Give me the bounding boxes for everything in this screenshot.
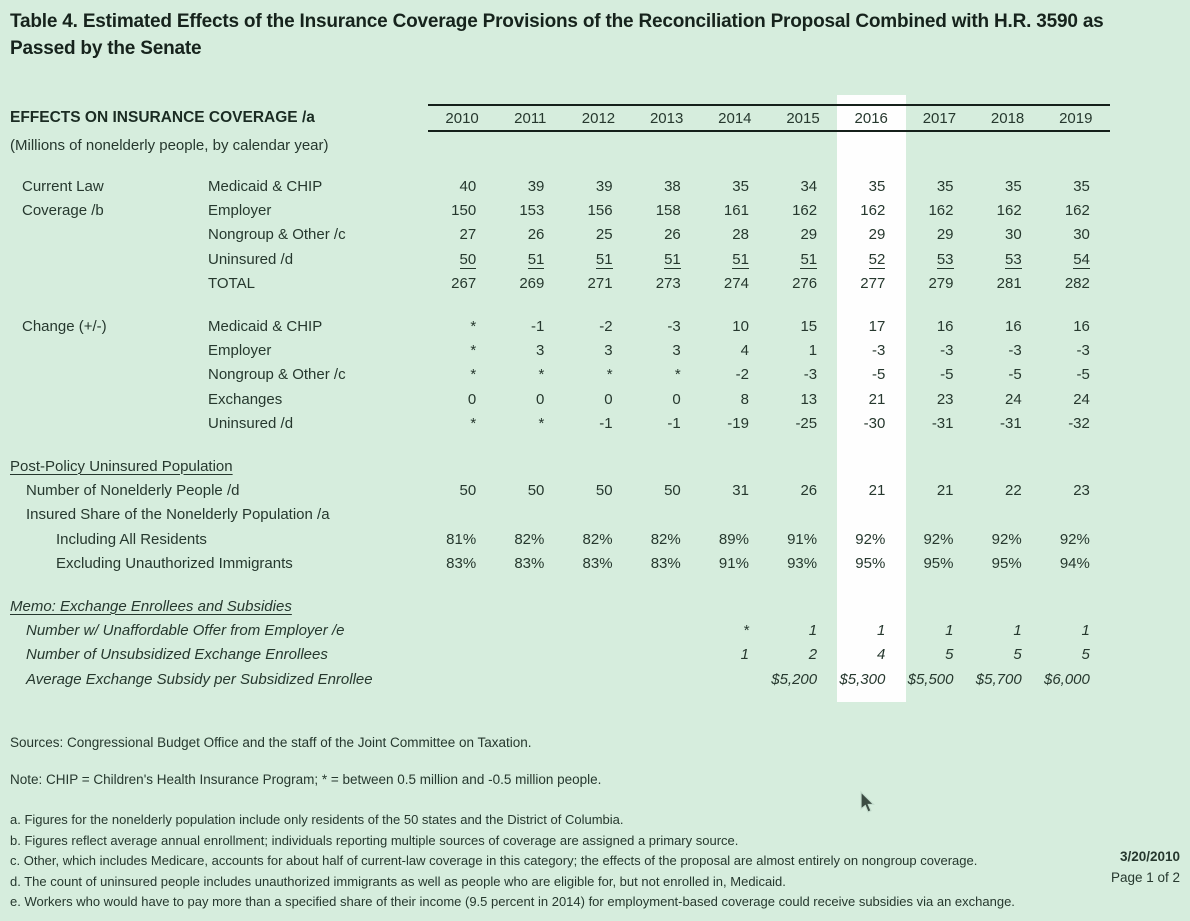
value-cell: 91% <box>718 555 749 573</box>
value-cell: 94% <box>1059 555 1090 573</box>
value-cell: 15 <box>800 317 818 335</box>
value-cell: 282 <box>1064 275 1090 293</box>
underlined-value: 51 <box>732 250 749 268</box>
value-cell: 276 <box>792 275 818 293</box>
year-label: 2011 <box>514 109 547 127</box>
table-row <box>10 338 1110 362</box>
value-cell <box>701 251 769 268</box>
row-group-label: Current Law <box>22 177 104 195</box>
table-body <box>10 174 1110 691</box>
value-cell: -32 <box>1068 415 1090 433</box>
date-label: 3/20/2010 <box>1119 849 1180 864</box>
section-heading-row <box>10 594 1110 618</box>
value-cell: 277 <box>860 275 886 293</box>
value-cell: 0 <box>536 390 545 408</box>
value-cell: * <box>538 366 545 384</box>
value-cell: 83% <box>582 555 613 573</box>
row-label: Excluding Unauthorized Immigrants <box>56 555 293 573</box>
value-cell: 162 <box>792 202 818 220</box>
value-cell: $5,200 <box>771 670 818 688</box>
row-label: Number w/ Unaffordable Offer from Employer /e <box>26 621 345 639</box>
value-cell: 153 <box>519 202 545 220</box>
table-row <box>10 198 1110 222</box>
value-cell: 269 <box>519 275 545 293</box>
value-cell: 83% <box>446 555 477 573</box>
value-cell: 13 <box>800 390 818 408</box>
value-cell <box>905 251 973 268</box>
value-cell: 28 <box>732 226 749 244</box>
value-cell: 5 <box>1081 646 1090 664</box>
value-cell: 17 <box>868 317 886 335</box>
value-cell: 158 <box>655 202 681 220</box>
value-cell: 29 <box>800 226 818 244</box>
value-cell: 21 <box>868 481 886 499</box>
value-cell: 35 <box>936 177 954 195</box>
value-cell: -3 <box>1008 342 1022 360</box>
value-cell: 8 <box>740 390 749 408</box>
value-cell: -2 <box>735 366 749 384</box>
value-cell: -31 <box>931 415 954 433</box>
row-label: Number of Unsubsidized Exchange Enrollees <box>26 646 328 664</box>
value-cell: 279 <box>928 275 954 293</box>
table-row <box>10 387 1110 411</box>
table-section <box>10 594 1110 692</box>
table-row <box>10 223 1110 247</box>
table-header-label: EFFECTS ON INSURANCE COVERAGE /a <box>10 109 315 126</box>
value-cell: 156 <box>587 202 613 220</box>
row-label: Average Exchange Subsidy per Subsidized Enrollee <box>26 670 373 688</box>
value-cell: -5 <box>1008 366 1022 384</box>
value-cell: 95% <box>855 555 886 573</box>
table-row <box>10 527 1110 551</box>
value-cell: * <box>606 366 613 384</box>
value-cell: 34 <box>800 177 818 195</box>
row-label: Employer <box>208 202 272 220</box>
table-row <box>10 551 1110 575</box>
value-cell: 50 <box>664 481 681 499</box>
value-cell: 81% <box>446 530 477 548</box>
value-cell: 16 <box>1073 317 1090 335</box>
note-line: Note: CHIP = Children's Health Insurance Program; * = between 0.5 million and -0.5 million people. <box>10 772 602 787</box>
footnote-line: c. Other, which includes Medicare, accounts for about half of current-law coverage in this category; the effects of the proposal are almost entirely on nongroup coverage. <box>10 853 978 869</box>
row-label: Exchanges <box>208 390 283 408</box>
value-cell: 29 <box>868 226 886 244</box>
value-cell: 50 <box>527 481 545 499</box>
section-heading-text: Memo: Exchange Enrollees and Subsidies <box>10 597 292 615</box>
value-cell: * <box>470 415 477 433</box>
section-heading <box>10 598 428 615</box>
year-label: 2016 <box>854 109 888 127</box>
value-cell: * <box>743 621 749 639</box>
value-cell: 23 <box>1073 481 1090 499</box>
page-label: Page 1 of 2 <box>1110 869 1180 885</box>
footnote-line: d. The count of uninsured people includes unauthorized immigrants as well as people who are eligible for, but not enrolled in, Medicaid. <box>10 873 786 889</box>
value-cell: 5 <box>945 646 954 664</box>
date-block <box>1111 847 1180 888</box>
underlined-value: 53 <box>1005 250 1022 268</box>
value-cell: 35 <box>732 177 749 195</box>
value-cell: 271 <box>587 275 613 293</box>
value-cell: 281 <box>996 275 1022 293</box>
row-label: Medicaid & CHIP <box>208 317 323 335</box>
value-cell: 273 <box>655 275 681 293</box>
section-heading <box>10 458 428 475</box>
value-cell: 29 <box>936 226 954 244</box>
value-cell: 0 <box>604 390 613 408</box>
row-label: Insured Share of the Nonelderly Population /a <box>26 506 330 524</box>
value-cell <box>837 251 905 268</box>
value-cell: -31 <box>1000 415 1022 433</box>
value-cell: -1 <box>599 415 613 433</box>
value-cell: 26 <box>527 226 545 244</box>
value-cell: 31 <box>732 481 749 499</box>
year-label: 2018 <box>990 109 1025 127</box>
value-cell: 1 <box>1013 621 1022 639</box>
value-cell: 162 <box>996 202 1022 220</box>
value-cell: 3 <box>604 342 613 360</box>
value-cell: 89% <box>718 530 749 548</box>
value-cell: -1 <box>531 317 545 335</box>
value-cell: 92% <box>855 530 886 548</box>
value-cell: -1 <box>667 415 681 433</box>
value-cell: -30 <box>863 415 886 433</box>
value-cell: 21 <box>868 390 886 408</box>
value-cell: 82% <box>650 530 681 548</box>
underlined-value: 52 <box>868 250 886 268</box>
row-label: Uninsured /d <box>208 250 294 268</box>
row-label: TOTAL <box>208 275 255 293</box>
value-cell: 1 <box>740 646 749 664</box>
value-cell <box>496 251 564 268</box>
footnote-line: b. Figures reflect average annual enrollment; individuals reporting multiple sources of coverage are assigned a primary source. <box>10 832 739 848</box>
value-cell: 4 <box>740 342 749 360</box>
value-cell: 40 <box>459 177 477 195</box>
value-cell: 267 <box>451 275 477 293</box>
value-cell: -25 <box>795 415 818 433</box>
table-title: Table 4. Estimated Effects of the Insurance Coverage Provisions of the Reconciliation Proposal Combined with H.R. 3590 as Passed by the Senate <box>10 11 1104 59</box>
year-label: 2013 <box>649 109 684 127</box>
value-cell: * <box>470 317 477 335</box>
value-cell: 16 <box>1005 317 1022 335</box>
value-cell: -2 <box>599 317 613 335</box>
value-cell: 92% <box>1059 530 1090 548</box>
value-cell: 161 <box>723 202 749 220</box>
row-label: Uninsured /d <box>208 415 294 433</box>
table-row <box>10 667 1110 691</box>
value-cell: -5 <box>871 366 886 384</box>
footnote-line: e. Workers who would have to pay more than a specified share of their income (9.5 percent in 2014) for employment-based coverage could receive subsidies via an exchange. <box>10 894 1015 910</box>
year-label: 2017 <box>922 109 957 127</box>
row-label: Number of Nonelderly People /d <box>26 481 240 499</box>
row-group-label: Coverage /b <box>22 202 104 220</box>
value-cell: 1 <box>808 342 818 360</box>
sources-line: Sources: Congressional Budget Office and the staff of the Joint Committee on Taxation. <box>10 735 532 750</box>
years-row <box>428 104 1110 132</box>
year-label: 2014 <box>718 109 752 127</box>
value-cell: 27 <box>459 226 477 244</box>
value-cell: 50 <box>459 481 477 499</box>
value-cell: 93% <box>787 555 818 573</box>
value-cell: 82% <box>582 530 613 548</box>
underlined-value: 51 <box>800 250 818 268</box>
value-cell: 0 <box>467 390 477 408</box>
value-cell <box>564 251 632 268</box>
value-cell: 35 <box>1005 177 1022 195</box>
value-cell: -19 <box>727 415 749 433</box>
value-cell: 24 <box>1005 390 1022 408</box>
value-cell: 3 <box>536 342 545 360</box>
value-cell: 3 <box>672 342 681 360</box>
value-cell: 4 <box>876 646 886 664</box>
value-cell: 92% <box>991 530 1022 548</box>
value-cell: 25 <box>595 226 613 244</box>
value-cell: 16 <box>936 317 954 335</box>
value-cell: 82% <box>514 530 545 548</box>
underlined-value: 54 <box>1073 250 1090 268</box>
table-row <box>10 247 1110 271</box>
year-label: 2015 <box>786 109 820 127</box>
value-cell: 22 <box>1005 481 1022 499</box>
section-heading-row <box>10 454 1110 478</box>
row-label: Nongroup & Other /c <box>208 226 346 244</box>
year-label: 2010 <box>445 109 479 127</box>
value-cell: 23 <box>936 390 954 408</box>
value-cell: 91% <box>787 530 818 548</box>
row-group-label: Change (+/-) <box>22 317 107 335</box>
value-cell: 83% <box>650 555 681 573</box>
value-cell <box>428 251 496 268</box>
value-cell: 50 <box>595 481 613 499</box>
value-cell <box>769 251 837 268</box>
value-cell: * <box>538 415 545 433</box>
value-cell: -3 <box>940 342 954 360</box>
value-cell: 83% <box>514 555 545 573</box>
table-row <box>10 363 1110 387</box>
year-label: 2012 <box>581 109 616 127</box>
value-cell: 30 <box>1005 226 1022 244</box>
value-cell <box>633 251 701 268</box>
value-cell: 2 <box>808 646 818 664</box>
value-cell: 26 <box>800 481 818 499</box>
underlined-value: 51 <box>595 250 613 268</box>
value-cell: 30 <box>1073 226 1090 244</box>
underlined-value: 51 <box>527 250 545 268</box>
value-cell: * <box>470 366 477 384</box>
row-label: Medicaid & CHIP <box>208 177 323 195</box>
value-cell: -5 <box>1076 366 1090 384</box>
table-section <box>10 454 1110 576</box>
coverage-table <box>10 104 1110 709</box>
value-cell: 0 <box>672 390 681 408</box>
value-cell: 39 <box>595 177 613 195</box>
value-cell: $6,000 <box>1043 670 1090 688</box>
footnote-line: a. Figures for the nonelderly population include only residents of the 50 states and the District of Columbia. <box>10 812 624 827</box>
value-cell: 1 <box>945 621 954 639</box>
table-section <box>10 314 1110 436</box>
value-cell: 1 <box>876 621 886 639</box>
value-cell: * <box>674 366 681 384</box>
table-row <box>10 503 1110 527</box>
value-cell: -3 <box>803 366 818 384</box>
value-cell: $5,300 <box>839 670 886 688</box>
value-cell: 35 <box>868 177 886 195</box>
value-cell: 35 <box>1073 177 1090 195</box>
value-cell: 5 <box>1013 646 1022 664</box>
table-row <box>10 412 1110 436</box>
value-cell: 39 <box>527 177 545 195</box>
table-row <box>10 314 1110 338</box>
value-cell <box>974 251 1042 268</box>
row-label: Employer <box>208 342 272 360</box>
value-cell: 26 <box>664 226 681 244</box>
value-cell: 10 <box>732 317 749 335</box>
mouse-cursor-icon <box>856 790 876 816</box>
underlined-value: 51 <box>664 250 681 268</box>
table-row <box>10 618 1110 642</box>
value-cell: -5 <box>940 366 954 384</box>
year-label: 2019 <box>1059 109 1093 127</box>
underlined-value: 50 <box>459 250 477 268</box>
table-row <box>10 272 1110 296</box>
table-subheader: (Millions of nonelderly people, by calendar year) <box>10 136 329 154</box>
value-cell: 150 <box>451 202 477 220</box>
value-cell: 162 <box>860 202 886 220</box>
table-row <box>10 174 1110 198</box>
value-cell: 1 <box>808 621 818 639</box>
table-row <box>10 478 1110 502</box>
value-cell: -3 <box>667 317 681 335</box>
value-cell: 95% <box>923 555 954 573</box>
table-section <box>10 174 1110 296</box>
value-cell <box>1042 251 1110 268</box>
value-cell: 95% <box>991 555 1022 573</box>
value-cell: $5,500 <box>907 670 954 688</box>
value-cell: 162 <box>1064 202 1090 220</box>
value-cell: 162 <box>928 202 954 220</box>
table-header-row <box>10 104 1110 132</box>
footnotes-list <box>10 810 1015 913</box>
row-label: Nongroup & Other /c <box>208 366 346 384</box>
value-cell: -3 <box>1076 342 1090 360</box>
table-row <box>10 643 1110 667</box>
value-cell: $5,700 <box>975 670 1022 688</box>
value-cell: 92% <box>923 530 954 548</box>
value-cell: 1 <box>1081 621 1090 639</box>
row-label: Including All Residents <box>56 530 207 548</box>
value-cell: 24 <box>1073 390 1090 408</box>
value-cell: -3 <box>871 342 886 360</box>
underlined-value: 53 <box>936 250 954 268</box>
value-cell: * <box>470 342 477 360</box>
value-cell: 21 <box>936 481 954 499</box>
value-cell: 274 <box>723 275 749 293</box>
value-cell: 38 <box>664 177 681 195</box>
section-heading-text: Post-Policy Uninsured Population <box>10 457 233 475</box>
